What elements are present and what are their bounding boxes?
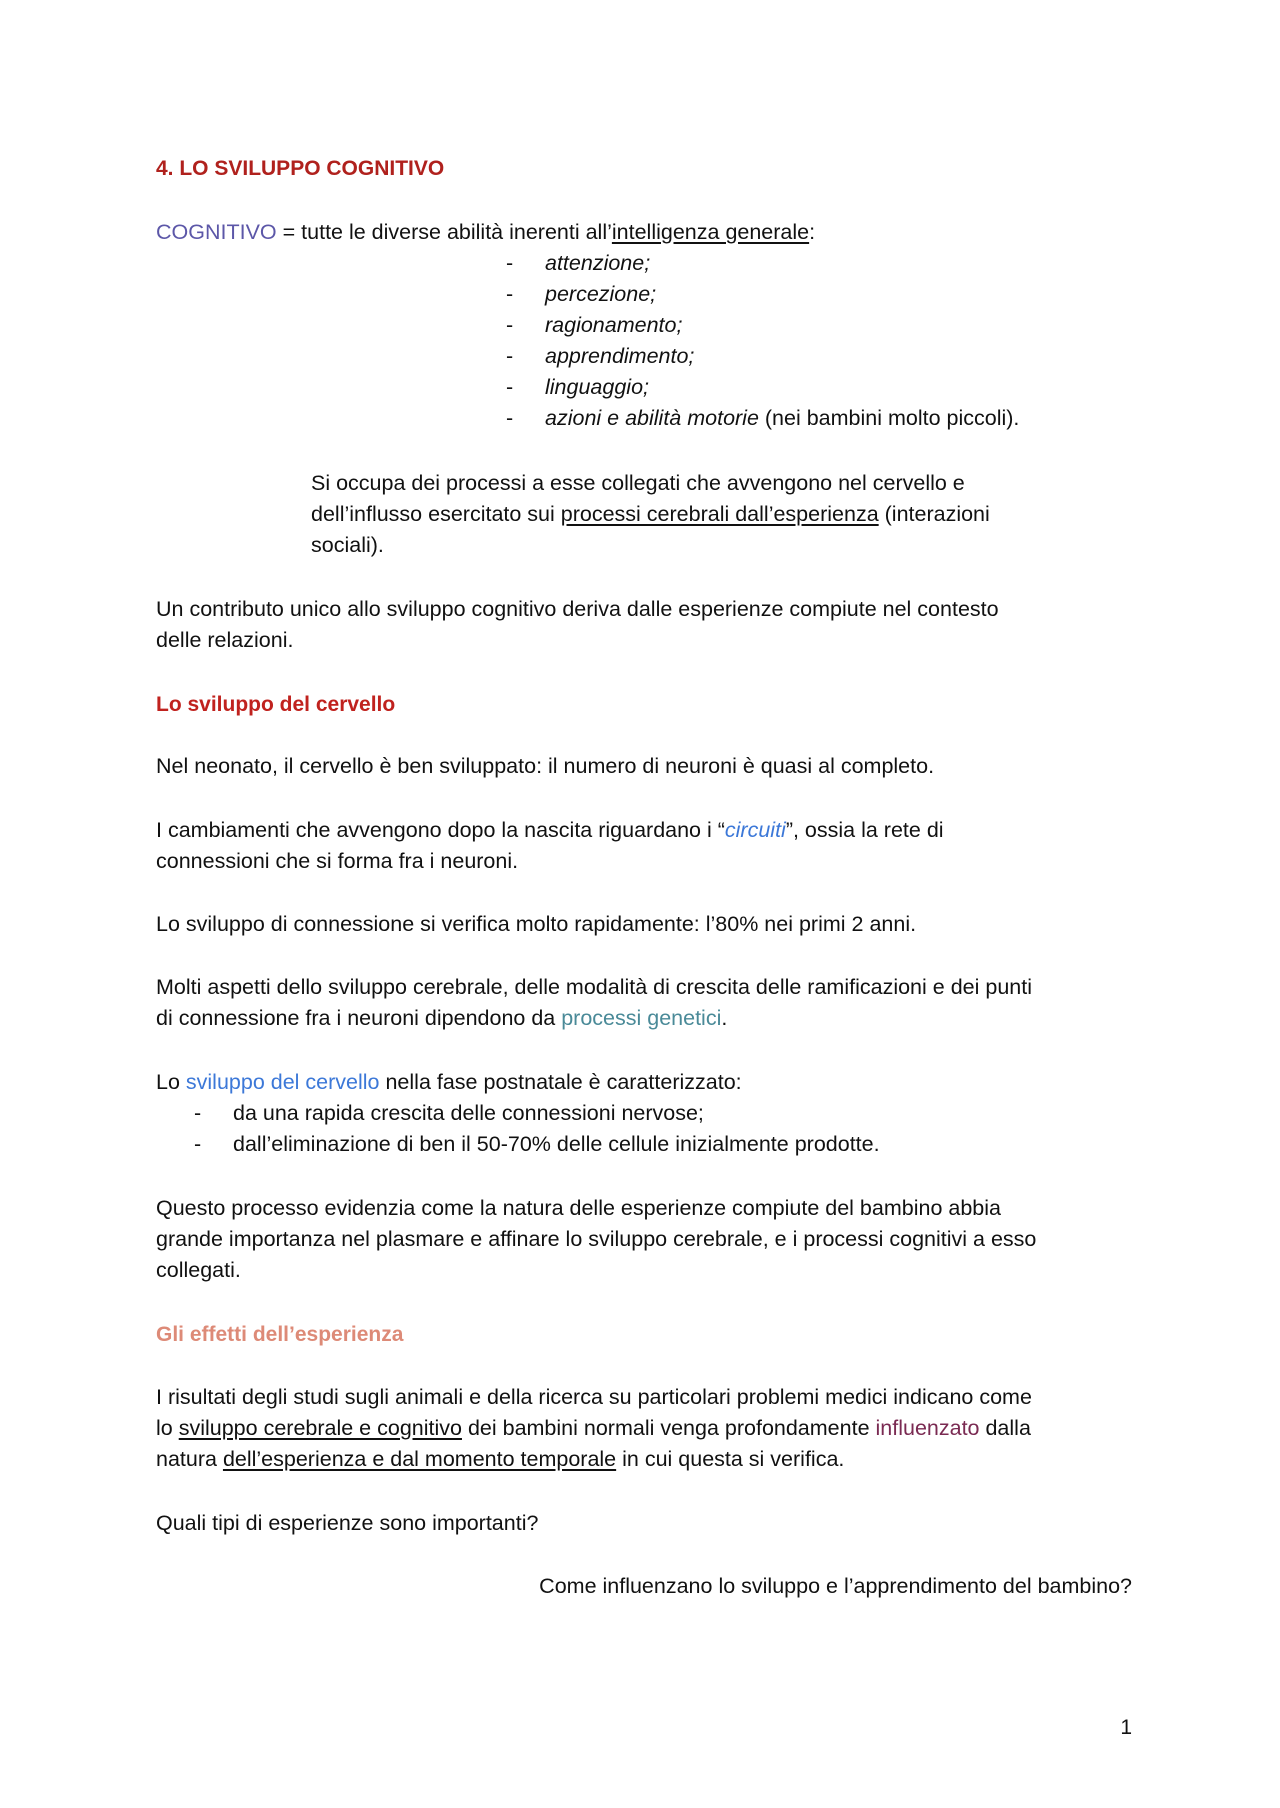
section-heading-experience: Gli effetti dell’esperienza <box>156 1323 404 1346</box>
text-span: I cambiamenti che avvengono dopo la nascita riguardano i “ <box>156 818 725 842</box>
paragraph-line: Lo sviluppo di connessione si verifica molto rapidamente: l’80% nei primi 2 anni. <box>156 912 917 936</box>
paragraph-line: sociali). <box>311 533 384 557</box>
paragraph-line: Si occupa dei processi a esse collegati che avvengono nel cervello e <box>311 471 965 495</box>
text-span: dei bambini normali venga profondamente <box>461 1416 876 1440</box>
paragraph-line <box>156 1413 1031 1444</box>
page-title: 4. LO SVILUPPO COGNITIVO <box>156 157 445 180</box>
paragraph-line <box>156 1444 844 1475</box>
paragraph-line: Nel neonato, il cervello è ben sviluppato: il numero di neuroni è quasi al completo. <box>156 754 935 778</box>
list-dash: - <box>506 344 514 368</box>
paragraph-line: collegati. <box>156 1258 241 1282</box>
list-item: attenzione; <box>545 251 651 275</box>
list-item <box>545 403 1019 434</box>
definition-text: = tutte le diverse abilità inerenti all’ <box>276 220 612 244</box>
text-span: in cui questa si verifica. <box>616 1447 845 1471</box>
text-span: di connessione fra i neuroni dipendono da <box>156 1006 562 1030</box>
list-item-note: (nei bambini molto piccoli). <box>758 406 1020 430</box>
underlined-phrase: sviluppo cerebrale e cognitivo <box>178 1416 462 1440</box>
text-span: natura <box>156 1447 223 1471</box>
list-dash: - <box>506 375 514 399</box>
list-dash: - <box>194 1132 202 1156</box>
influenzato-term: influenzato <box>875 1416 980 1440</box>
paragraph-line: delle relazioni. <box>156 628 294 652</box>
definition-term: COGNITIVO <box>156 220 277 244</box>
text-span: nella fase postnatale è caratterizzato: <box>379 1070 742 1094</box>
paragraph-line <box>311 499 990 530</box>
paragraph-line <box>156 815 944 846</box>
section-heading-brain: Lo sviluppo del cervello <box>156 693 396 716</box>
list-item: da una rapida crescita delle connessioni nervose; <box>233 1101 704 1125</box>
list-item-italic: azioni e abilità motorie <box>545 406 759 430</box>
question-line: Quali tipi di esperienze sono importanti? <box>156 1511 539 1535</box>
underlined-phrase: processi cerebrali dall’esperienza <box>560 502 879 526</box>
list-dash: - <box>194 1101 202 1125</box>
text-span: Lo <box>156 1070 186 1094</box>
definition-line <box>156 217 815 248</box>
text-span: dell’influsso esercitato sui <box>311 502 561 526</box>
paragraph-line: Un contributo unico allo sviluppo cognitivo deriva dalle esperienze compiute nel contesto <box>156 597 999 621</box>
paragraph-line: grande importanza nel plasmare e affinare lo sviluppo cerebrale, e i processi cognitivi a esso <box>156 1227 1037 1251</box>
list-item: ragionamento; <box>545 313 683 337</box>
list-item: linguaggio; <box>545 375 650 399</box>
genetic-processes-term: processi genetici <box>561 1006 722 1030</box>
paragraph-line: Molti aspetti dello sviluppo cerebrale, delle modalità di crescita delle ramificazioni e dei punti <box>156 975 1032 999</box>
paragraph-line: I risultati degli studi sugli animali e della ricerca su particolari problemi medici indicano come <box>156 1385 1032 1409</box>
list-dash: - <box>506 406 514 430</box>
text-span: lo <box>156 1416 179 1440</box>
list-item: apprendimento; <box>545 344 695 368</box>
page-number: 1 <box>1120 1716 1132 1739</box>
paragraph-line: Questo processo evidenzia come la natura delle esperienze compiute del bambino abbia <box>156 1196 1001 1220</box>
circuiti-term: circuiti <box>724 818 786 842</box>
paragraph-line: connessioni che si forma fra i neuroni. <box>156 849 519 873</box>
brain-development-term: sviluppo del cervello <box>185 1070 380 1094</box>
list-dash: - <box>506 282 514 306</box>
text-span: ”, ossia la rete di <box>785 818 944 842</box>
question-line-right: Come influenzano lo sviluppo e l’apprendimento del bambino? <box>539 1574 1132 1598</box>
definition-underlined: intelligenza generale <box>611 220 810 244</box>
list-dash: - <box>506 251 514 275</box>
text-span: (interazioni <box>878 502 990 526</box>
text-span: . <box>721 1006 728 1030</box>
list-dash: - <box>506 313 514 337</box>
text-span: dalla <box>979 1416 1031 1440</box>
definition-colon: : <box>809 220 816 244</box>
paragraph-line <box>156 1067 742 1098</box>
list-item: percezione; <box>545 282 657 306</box>
paragraph-line <box>156 1003 727 1034</box>
list-item: dall’eliminazione di ben il 50-70% delle cellule inizialmente prodotte. <box>233 1132 880 1156</box>
underlined-phrase: dell’esperienza e dal momento temporale <box>222 1447 617 1471</box>
